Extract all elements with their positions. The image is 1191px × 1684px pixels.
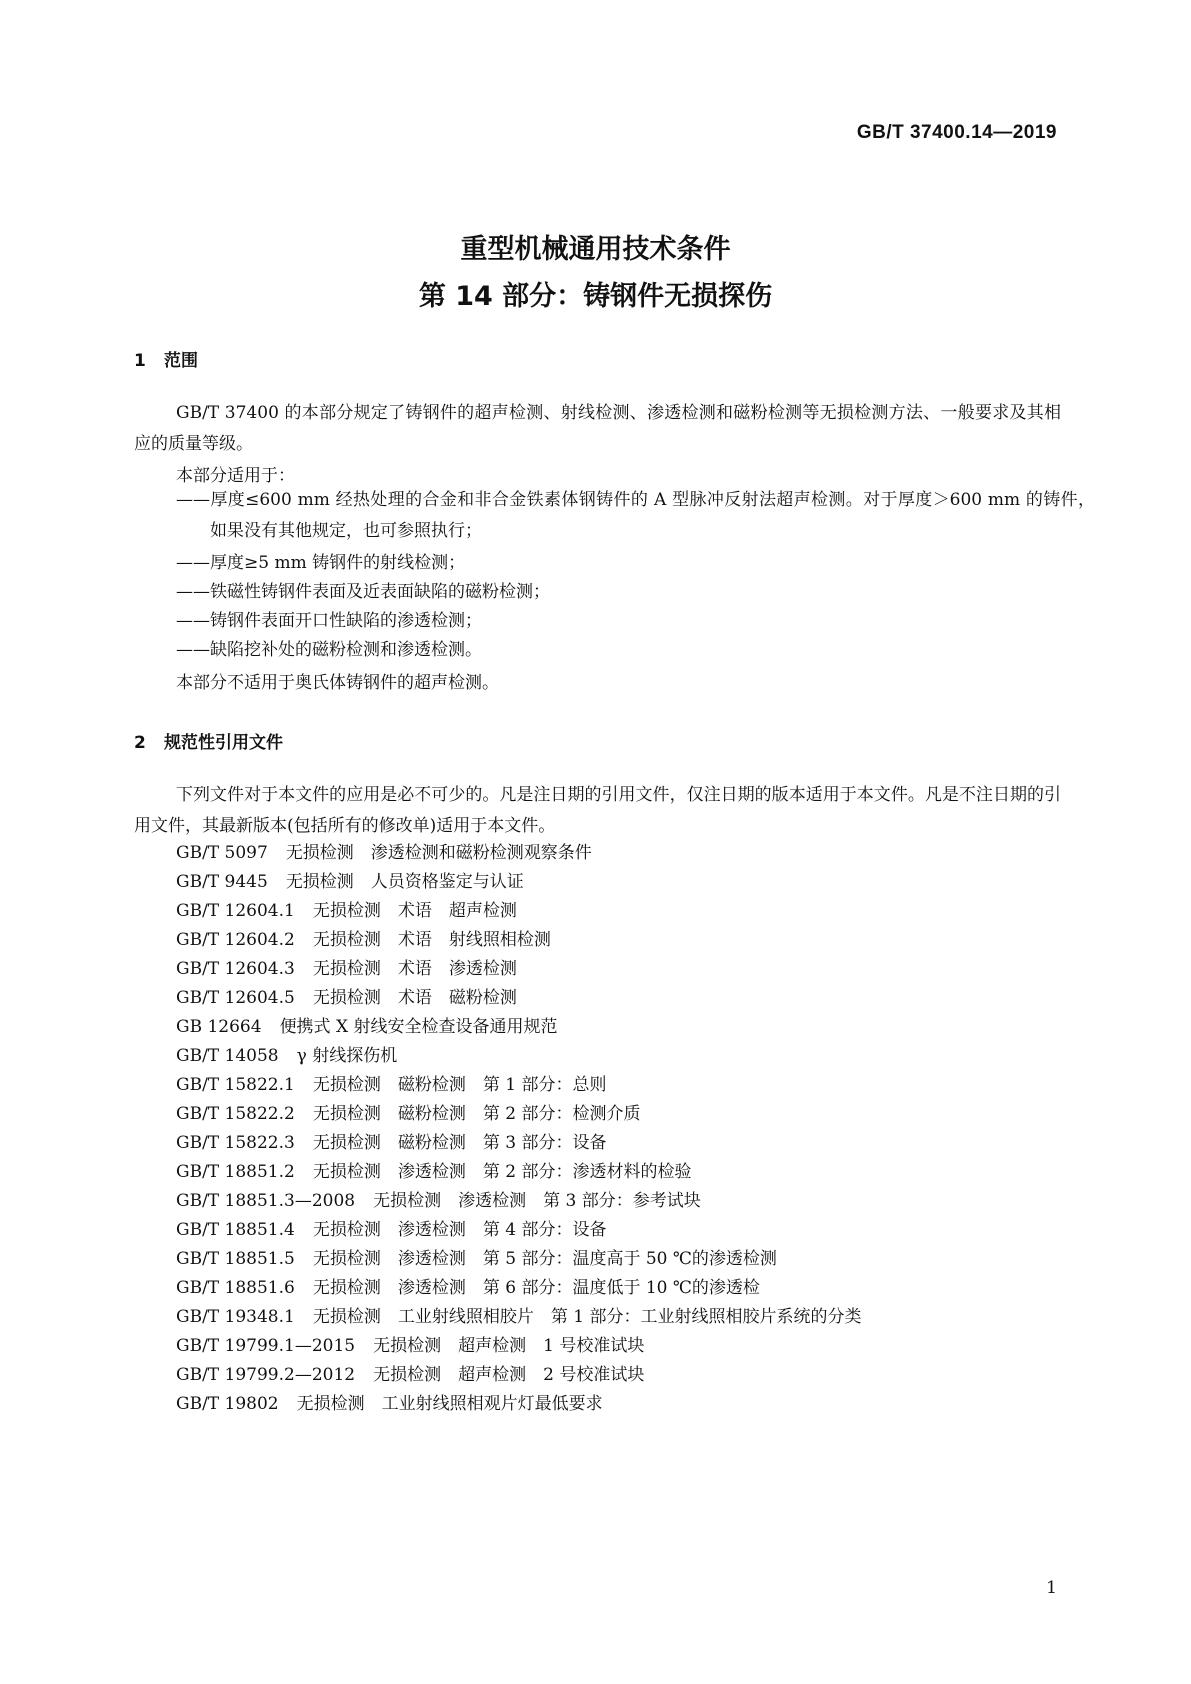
reference-title: 无损检测 渗透检测 第 6 部分：温度低于 10 ℃的渗透检 xyxy=(312,1278,760,1298)
reference-item xyxy=(176,1331,644,1362)
reference-code: GB/T 12604.2 xyxy=(176,930,295,950)
reference-title: 无损检测 术语 超声检测 xyxy=(312,901,517,921)
reference-code: GB/T 12604.5 xyxy=(176,988,295,1008)
reference-item xyxy=(176,867,524,898)
reference-title: 无损检测 工业射线照相胶片 第 1 部分：工业射线照相胶片系统的分类 xyxy=(312,1307,862,1327)
reference-item xyxy=(176,1244,777,1275)
reference-item xyxy=(176,1186,701,1217)
reference-code: GB/T 19348.1 xyxy=(176,1307,295,1327)
scope-item-5: ——缺陷挖补处的磁粉检测和渗透检测。 xyxy=(176,640,482,660)
reference-item xyxy=(176,1070,606,1101)
reference-code: GB/T 19799.2—2012 xyxy=(176,1365,356,1385)
section-2-intro: 下列文件对于本文件的应用是必不可少的。凡是注日期的引用文件，仅注日期的版本适用于本文件。凡是不注日期的引用文件，其最新版本(包括所有的修改单)适用于本文件。 xyxy=(134,785,1061,836)
reference-title: 无损检测 工业射线照相观片灯最低要求 xyxy=(296,1394,603,1414)
reference-code: GB/T 19799.1—2015 xyxy=(176,1336,356,1356)
section-1-intro: GB/T 37400 的本部分规定了铸钢件的超声检测、射线检测、渗透检测和磁粉检测等无损检测方法、一般要求及其相应的质量等级。 xyxy=(134,403,1061,454)
reference-code: GB/T 12604.1 xyxy=(176,901,295,921)
reference-title: 便携式 X 射线安全检查设备通用规范 xyxy=(279,1017,558,1037)
reference-title: 无损检测 术语 磁粉检测 xyxy=(312,988,517,1008)
scope-item-2: ——厚度≥5 mm 铸钢件的射线检测； xyxy=(176,553,466,573)
reference-item xyxy=(176,1215,606,1246)
reference-title: 无损检测 磁粉检测 第 1 部分：总则 xyxy=(312,1075,607,1095)
reference-item xyxy=(176,983,517,1014)
reference-item xyxy=(176,838,592,869)
reference-item xyxy=(176,1389,603,1420)
reference-title: 无损检测 磁粉检测 第 2 部分：检测介质 xyxy=(312,1104,641,1124)
reference-code: GB/T 12604.3 xyxy=(176,959,295,979)
document-title xyxy=(0,226,1191,320)
reference-item xyxy=(176,1099,640,1130)
reference-code: GB/T 15822.2 xyxy=(176,1104,295,1124)
reference-title: 无损检测 渗透检测 第 3 部分：参考试块 xyxy=(373,1191,701,1211)
reference-code: GB/T 18851.4 xyxy=(176,1220,295,1240)
reference-code: GB/T 15822.3 xyxy=(176,1133,295,1153)
reference-code: GB/T 18851.2 xyxy=(176,1162,295,1182)
scope-item-1: ——厚度≤600 mm 经热处理的合金和非合金铁素体钢铸件的 A 型脉冲反射法超声检测。对于厚度＞600 mm 的铸件，如果没有其他规定，也可参照执行； xyxy=(176,490,1095,541)
reference-code: GB/T 9445 xyxy=(176,872,268,892)
reference-title: 无损检测 超声检测 2 号校准试块 xyxy=(373,1365,645,1385)
reference-title: 无损检测 术语 射线照相检测 xyxy=(312,930,551,950)
reference-title: γ 射线探伤机 xyxy=(296,1046,398,1066)
reference-code: GB/T 18851.3—2008 xyxy=(176,1191,356,1211)
reference-code: GB/T 19802 xyxy=(176,1394,279,1414)
reference-code: GB 12664 xyxy=(176,1017,262,1037)
title-line-2: 第 14 部分：铸钢件无损探伤 xyxy=(418,281,773,312)
reference-title: 无损检测 磁粉检测 第 3 部分：设备 xyxy=(312,1133,607,1153)
section-1-number: 1 xyxy=(134,351,146,371)
reference-item xyxy=(176,1302,861,1333)
title-line-1: 重型机械通用技术条件 xyxy=(460,234,731,265)
section-1-heading xyxy=(134,346,198,371)
reference-item xyxy=(176,1128,606,1159)
reference-title: 无损检测 渗透检测 第 5 部分：温度高于 50 ℃的渗透检测 xyxy=(312,1249,777,1269)
reference-title: 无损检测 人员资格鉴定与认证 xyxy=(285,872,524,892)
reference-item xyxy=(176,1041,397,1072)
reference-item xyxy=(176,1012,557,1043)
reference-item xyxy=(176,1360,644,1391)
reference-code: GB/T 15822.1 xyxy=(176,1075,295,1095)
reference-title: 无损检测 术语 渗透检测 xyxy=(312,959,517,979)
reference-item xyxy=(176,954,517,985)
reference-code: GB/T 18851.6 xyxy=(176,1278,295,1298)
reference-item xyxy=(176,896,517,927)
not-applicable-note: 本部分不适用于奥氏体铸钢件的超声检测。 xyxy=(176,673,499,693)
applies-label: 本部分适用于： xyxy=(176,466,295,486)
section-1-title: 范围 xyxy=(164,351,198,371)
reference-item xyxy=(176,1157,691,1188)
reference-code: GB/T 14058 xyxy=(176,1046,279,1066)
reference-title: 无损检测 渗透检测 第 2 部分：渗透材料的检验 xyxy=(312,1162,692,1182)
section-2-number: 2 xyxy=(134,733,146,753)
reference-title: 无损检测 超声检测 1 号校准试块 xyxy=(373,1336,645,1356)
standard-number: GB/T 37400.14—2019 xyxy=(856,122,1057,143)
reference-code: GB/T 5097 xyxy=(176,843,268,863)
reference-code: GB/T 18851.5 xyxy=(176,1249,295,1269)
reference-title: 无损检测 渗透检测 第 4 部分：设备 xyxy=(312,1220,607,1240)
page-number: 1 xyxy=(1046,1578,1057,1598)
scope-item-3: ——铁磁性铸钢件表面及近表面缺陷的磁粉检测； xyxy=(176,582,550,602)
reference-item xyxy=(176,925,551,956)
section-2-title: 规范性引用文件 xyxy=(164,733,283,753)
scope-item-4: ——铸钢件表面开口性缺陷的渗透检测； xyxy=(176,611,482,631)
reference-item xyxy=(176,1273,760,1304)
reference-title: 无损检测 渗透检测和磁粉检测观察条件 xyxy=(285,843,592,863)
section-2-heading xyxy=(134,728,283,753)
